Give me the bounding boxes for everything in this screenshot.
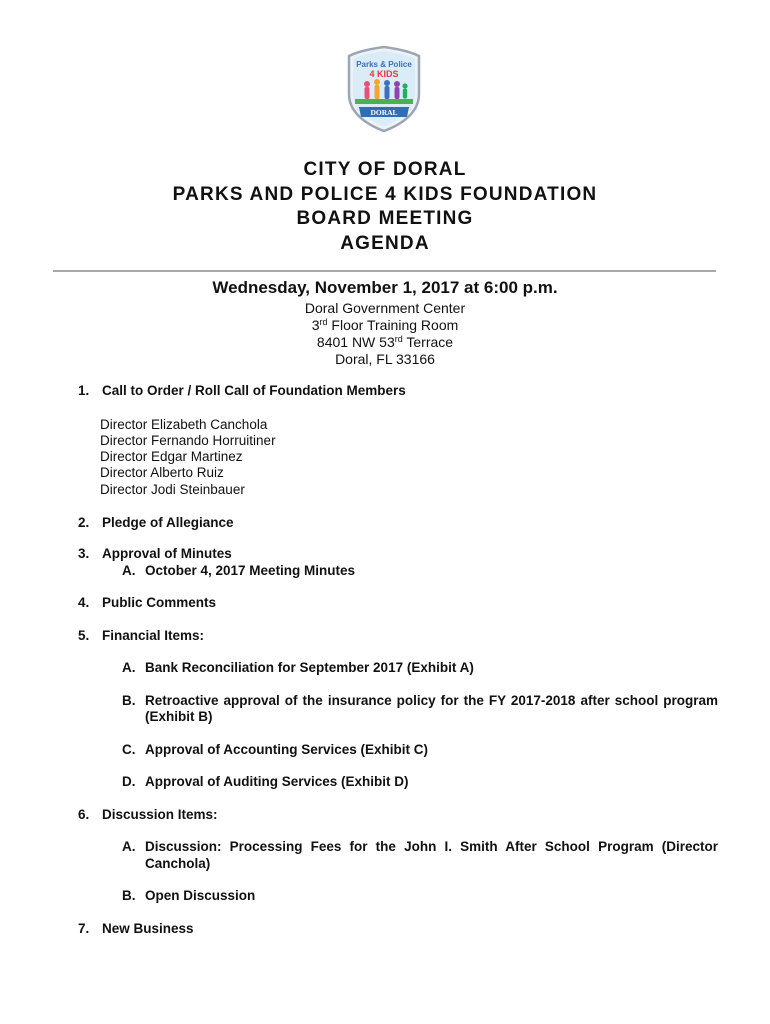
meeting-date: Wednesday, November 1, 2017 at 6:00 p.m. [212,278,558,297]
meeting-venue: Doral Government Center [304,300,466,316]
title-line-3: BOARD MEETING [296,208,474,229]
agenda-item-number: 3. [78,546,90,562]
divider [53,270,716,272]
sub-item-letter: C. [122,741,136,757]
agenda-item-2 [78,515,718,532]
address-sup: rd [394,334,403,344]
director-name: Director Fernando Horruitiner [100,432,276,448]
agenda-item-label: Approval of Minutes [102,546,232,562]
meeting-address [0,334,770,351]
room-rest: Floor Training Room [327,317,459,333]
sub-item-text: Approval of Accounting Services (Exhibit C) [145,741,429,757]
director-name: Director Jodi Steinbauer [100,481,245,497]
agenda-item-7 [78,921,718,938]
sub-item-text: October 4, 2017 Meeting Minutes [145,562,356,578]
agenda-item-number: 5. [78,627,90,643]
agenda-item-4 [78,595,718,612]
agenda-item-number: 2. [78,514,90,530]
sub-item-letter: B. [122,692,136,708]
director-name: Director Edgar Martinez [100,449,243,465]
agenda-item-label: Discussion Items: [102,806,218,822]
agenda-item-label: Call to Order / Roll Call of Foundation Members [102,383,406,398]
financial-sub-d [78,774,718,791]
discussion-sub-b [78,888,718,905]
sub-item-letter: B. [122,888,136,904]
title-line-2: PARKS AND POLICE 4 KIDS FOUNDATION [172,183,598,205]
agenda-list [78,380,718,937]
director-name: Director Alberto Ruiz [100,465,224,481]
sub-item-letter: A. [122,562,136,578]
sub-item-text: Discussion: Processing Fees for the John I. Smith After School Program (Director Canchola) [145,839,718,871]
agenda-item-number: 6. [78,806,90,822]
agenda-item-number: 7. [78,920,90,936]
agenda-item-label: Public Comments [102,595,217,611]
financial-sub-b [78,693,718,726]
minutes-sub-a [78,563,718,580]
meeting-city-state: Doral, FL 33166 [335,351,435,367]
agenda-item-number: 4. [78,595,90,611]
sub-item-letter: A. [122,839,136,855]
directors-list [78,417,718,498]
agenda-item-label: New Business [102,920,194,936]
meeting-room [0,317,770,334]
sub-item-letter: D. [122,774,136,790]
agenda-item-6 [78,807,718,824]
address-prefix: 8401 NW 53 [316,334,395,350]
parks-police-4-kids-logo [347,46,421,132]
room-prefix: 3 [311,317,320,333]
sub-item-letter: A. [122,660,136,676]
director-name: Director Elizabeth Canchola [100,416,268,432]
agenda-item-5 [78,628,718,645]
title-line-4: AGENDA [340,232,430,254]
agenda-item-3 [78,546,718,563]
discussion-sub-a [78,839,718,872]
financial-sub-c [78,742,718,759]
sub-item-text: Open Discussion [145,888,256,904]
address-rest: Terrace [402,334,454,350]
sub-item-text: Retroactive approval of the insurance policy for the FY 2017-2018 after school program (Exhibit B) [145,692,718,725]
shield-logo-icon [347,46,421,132]
sub-item-text: Approval of Auditing Services (Exhibit D) [145,774,409,790]
financial-sub-a [78,660,718,677]
room-sup: rd [319,317,328,327]
document-title [0,158,770,256]
title-line-1: CITY OF DORAL [303,159,467,180]
sub-item-text: Bank Reconciliation for September 2017 (Exhibit A) [145,660,474,676]
agenda-item-1 [78,383,718,400]
logo-title-line1: Parks & Police [356,60,412,69]
agenda-item-label: Financial Items: [102,627,205,643]
logo-city-text: DORAL [370,108,398,117]
agenda-item-number: 1. [78,383,90,398]
logo-title-line2: 4 KIDS [369,69,399,79]
agenda-item-label: Pledge of Allegiance [102,514,234,530]
meeting-info [0,277,770,368]
